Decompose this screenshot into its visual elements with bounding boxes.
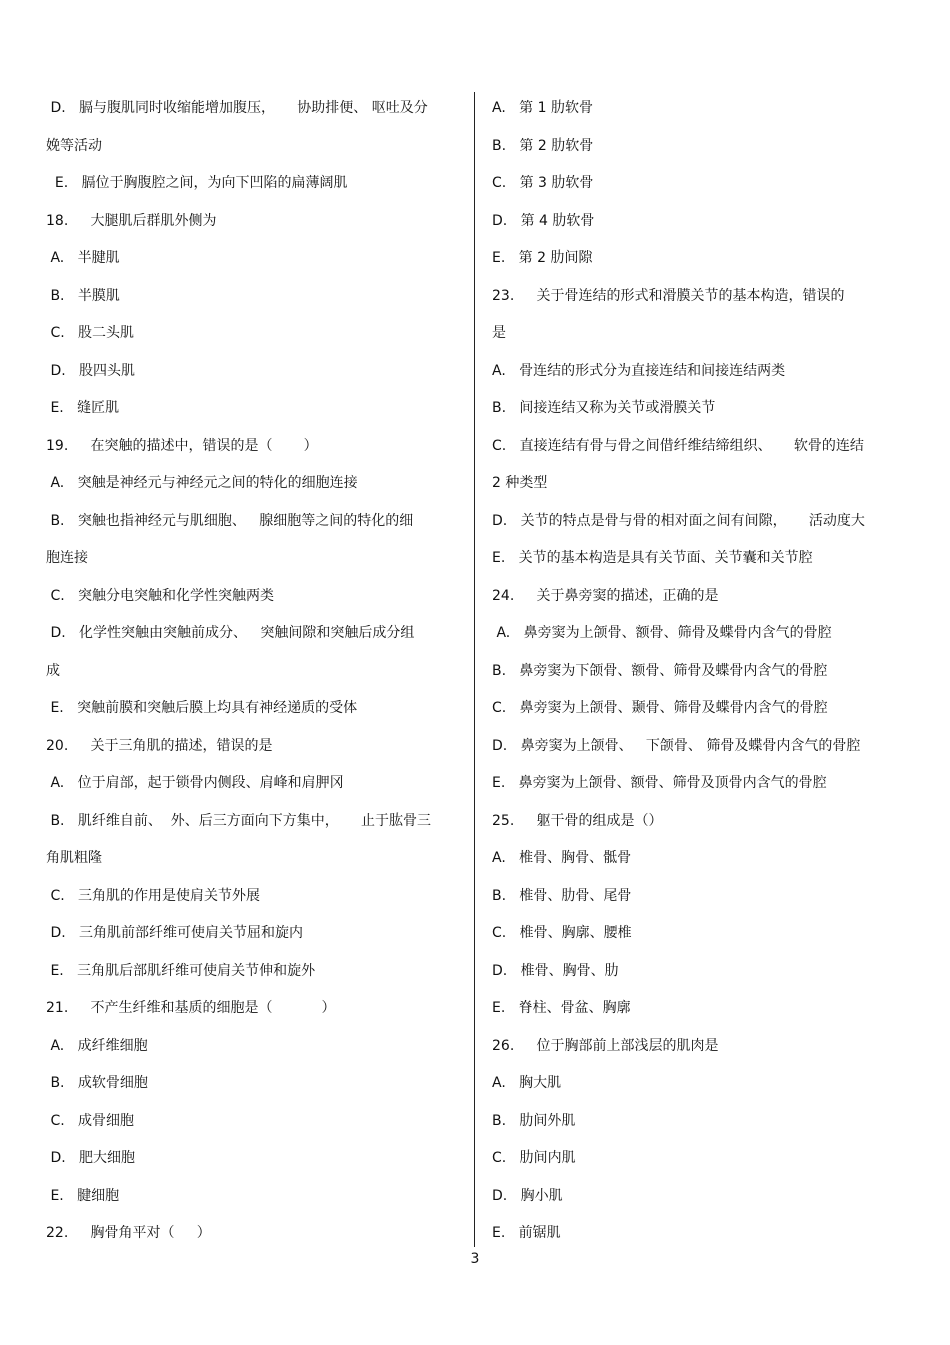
option-line: C. 第 3 肋软骨 <box>492 175 594 191</box>
question-26: 26. 位于胸部前上部浅层的肌肉是 <box>492 1037 719 1054</box>
option-line: A. 位于肩部，起于锁骨内侧段、肩峰和肩胛冈 <box>46 775 344 791</box>
option-line: A. 半腱肌 <box>46 250 120 266</box>
option-line: D. 化学性突触由突触前成分、 突触间隙和突触后成分组 <box>46 625 415 641</box>
option-line: D. 胸小肌 <box>492 1187 563 1204</box>
option-line: C. 直接连结有骨与骨之间借纤维结缔组织、 软骨的连结 <box>492 437 864 454</box>
option-line: D. 肥大细胞 <box>46 1150 136 1166</box>
text-line: 2 种类型 <box>492 475 548 491</box>
option-line: A. 突触是神经元与神经元之间的特化的细胞连接 <box>46 475 358 491</box>
column-divider <box>474 92 475 1247</box>
question-21: 21. 不产生纤维和基质的细胞是（ ） <box>46 1000 336 1016</box>
option-line: A. 第 1 肋软骨 <box>492 100 593 116</box>
page-number: 3 <box>470 1251 480 1267</box>
option-line: E. 关节的基本构造是具有关节面、关节囊和关节腔 <box>492 550 813 566</box>
option-line: A. 鼻旁窦为上颌骨、额骨、筛骨及蝶骨内含气的骨腔 <box>492 625 832 641</box>
text-line: 是 <box>492 325 506 341</box>
text-line: D. 膈与腹肌同时收缩能增加腹压， 协助排便、 呕吐及分 <box>46 100 428 116</box>
option-line: C. 突触分电突触和化学性突触两类 <box>46 587 275 604</box>
option-line: C. 成骨细胞 <box>46 1112 135 1129</box>
option-line: C. 三角肌的作用是使肩关节外展 <box>46 887 261 904</box>
option-line: D. 椎骨、胸骨、肋 <box>492 962 619 979</box>
option-line: B. 肌纤维自前、 外、后三方面向下方集中， 止于肱骨三 <box>46 812 432 829</box>
option-line: A. 成纤维细胞 <box>46 1037 148 1054</box>
question-23: 23. 关于骨连结的形式和滑膜关节的基本构造，错误的 <box>492 287 845 304</box>
option-line: A. 椎骨、胸骨、骶骨 <box>492 850 632 866</box>
option-line: C. 肋间内肌 <box>492 1150 576 1166</box>
option-line: E. 腱细胞 <box>46 1187 120 1204</box>
option-line: B. 成软骨细胞 <box>46 1075 148 1091</box>
option-line: B. 椎骨、肋骨、尾骨 <box>492 887 632 904</box>
option-line: D. 鼻旁窦为上颌骨、 下颌骨、 筛骨及蝶骨内含气的骨腔 <box>492 737 861 754</box>
option-line: E. 脊柱、骨盆、胸廓 <box>492 1000 631 1016</box>
option-line: B. 间接连结又称为关节或滑膜关节 <box>492 400 716 416</box>
question-19: 19. 在突触的描述中，错误的是（ ） <box>46 437 318 454</box>
option-line: B. 肋间外肌 <box>492 1112 576 1129</box>
option-line: C. 椎骨、胸廓、腰椎 <box>492 925 632 941</box>
option-line: B. 第 2 肋软骨 <box>492 137 594 154</box>
option-line: E. 缝匠肌 <box>46 400 120 416</box>
option-line: E. 突触前膜和突触后膜上均具有神经递质的受体 <box>46 700 358 716</box>
option-line: C. 鼻旁窦为上颌骨、颞骨、筛骨及蝶骨内含气的骨腔 <box>492 700 828 716</box>
option-line: E. 前锯肌 <box>492 1225 561 1241</box>
option-line: A. 骨连结的形式分为直接连结和间接连结两类 <box>492 362 786 379</box>
question-18: 18. 大腿肌后群肌外侧为 <box>46 212 217 229</box>
question-24: 24. 关于鼻旁窦的描述，正确的是 <box>492 587 719 604</box>
text-line: E. 膈位于胸腹腔之间，为向下凹陷的扁薄阔肌 <box>46 175 348 191</box>
left-column <box>46 90 456 1253</box>
question-22: 22. 胸骨角平对（ ） <box>46 1225 211 1241</box>
option-line: B. 鼻旁窦为下颌骨、额骨、筛骨及蝶骨内含气的骨腔 <box>492 662 828 679</box>
text-line: 角肌粗隆 <box>46 850 102 866</box>
text-line: 成 <box>46 662 60 679</box>
option-line: D. 关节的特点是骨与骨的相对面之间有间隙， 活动度大 <box>492 512 865 529</box>
option-line: D. 三角肌前部纤维可使肩关节屈和旋内 <box>46 925 304 941</box>
text-line: 胞连接 <box>46 550 88 566</box>
question-20: 20. 关于三角肌的描述，错误的是 <box>46 737 273 754</box>
option-line: B. 半膜肌 <box>46 287 120 304</box>
option-line: C. 股二头肌 <box>46 325 135 341</box>
option-line: A. 胸大肌 <box>492 1075 562 1091</box>
question-25: 25. 躯干骨的组成是（） <box>492 812 663 829</box>
option-line: B. 突触也指神经元与肌细胞、 腺细胞等之间的特化的细 <box>46 512 414 529</box>
text-line: 娩等活动 <box>46 137 102 154</box>
option-line: D. 第 4 肋软骨 <box>492 212 595 229</box>
right-column <box>492 90 904 1253</box>
option-line: E. 第 2 肋间隙 <box>492 250 593 266</box>
option-line: D. 股四头肌 <box>46 362 136 379</box>
option-line: E. 鼻旁窦为上颌骨、额骨、筛骨及顶骨内含气的骨腔 <box>492 775 827 791</box>
option-line: E. 三角肌后部肌纤维可使肩关节伸和旋外 <box>46 962 316 979</box>
